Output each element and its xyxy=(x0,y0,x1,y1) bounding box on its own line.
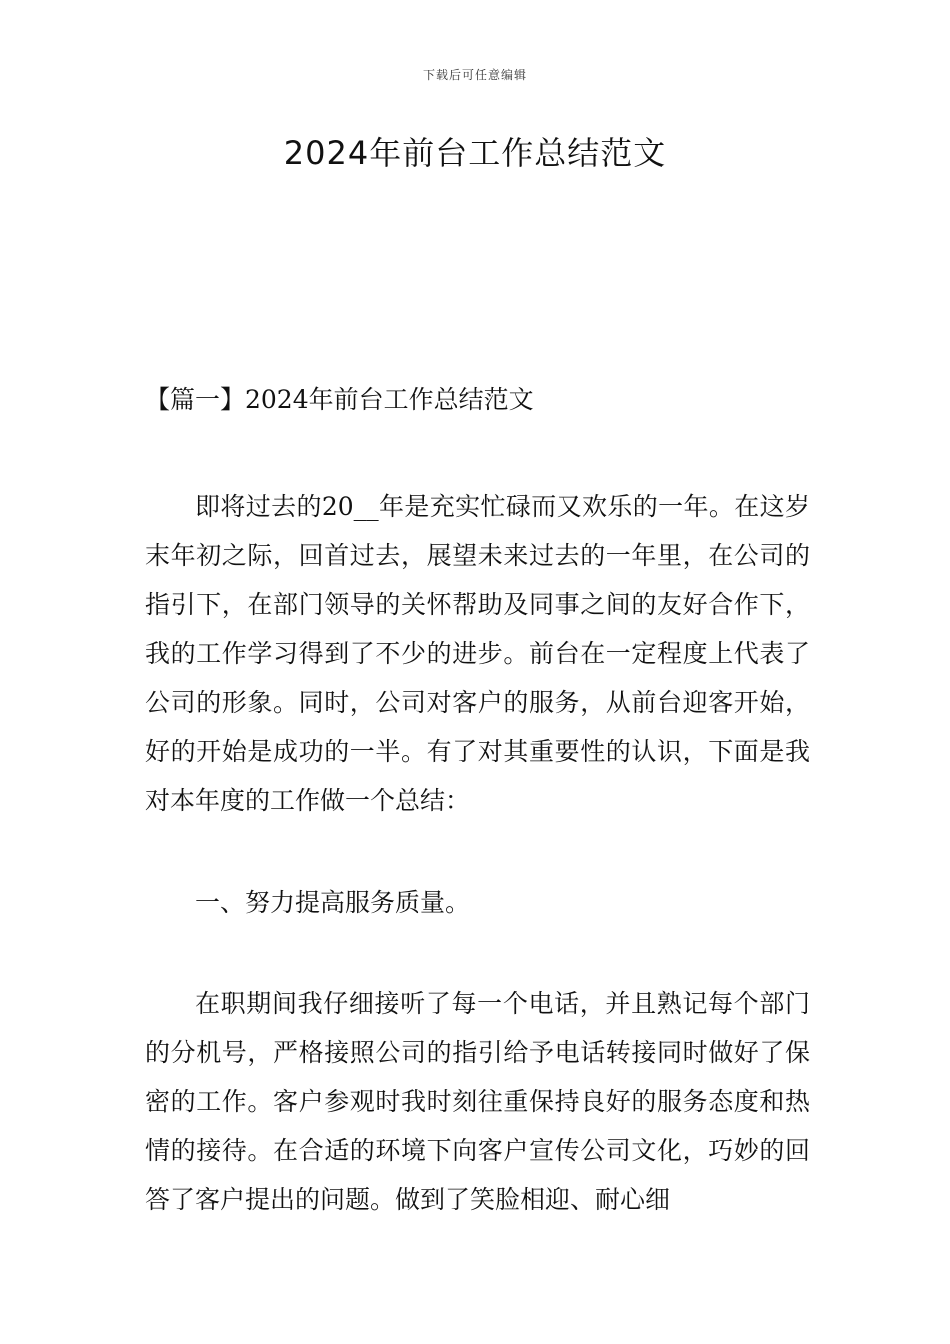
spacer xyxy=(145,927,810,979)
spacer xyxy=(145,424,810,482)
document-body xyxy=(145,375,810,1224)
spacer xyxy=(145,825,810,878)
document-title: 2024年前台工作总结范文 xyxy=(283,134,667,172)
section-heading: 【篇一】2024年前台工作总结范文 xyxy=(145,385,534,414)
paragraph-intro: 即将过去的20__年是充实忙碌而又欢乐的一年。在这岁末年初之际，回首过去，展望未来过去的一年里，在公司的指引下，在部门领导的关怀帮助及同事之间的友好合作下，我的工作学习得到了不少的进步。前台在一定程度上代表了公司的形象。同时，公司对客户的服务，从前台迎客开始，好的开始是成功的一半。有了对其重要性的认识，下面是我对本年度的工作做一个总结： xyxy=(145,492,810,815)
paragraph-subheading: 一、努力提高服务质量。 xyxy=(195,888,471,917)
paragraph-service: 在职期间我仔细接听了每一个电话，并且熟记每个部门的分机号，严格接照公司的指引给予电话转接同时做好了保密的工作。客户参观时我时刻往重保持良好的服务态度和热情的接待。在合适的环境下向客户宣传公司文化，巧妙的回答了客户提出的问题。做到了笑脸相迎、耐心细 xyxy=(145,989,810,1214)
header-note: 下载后可任意编辑 xyxy=(422,68,527,82)
